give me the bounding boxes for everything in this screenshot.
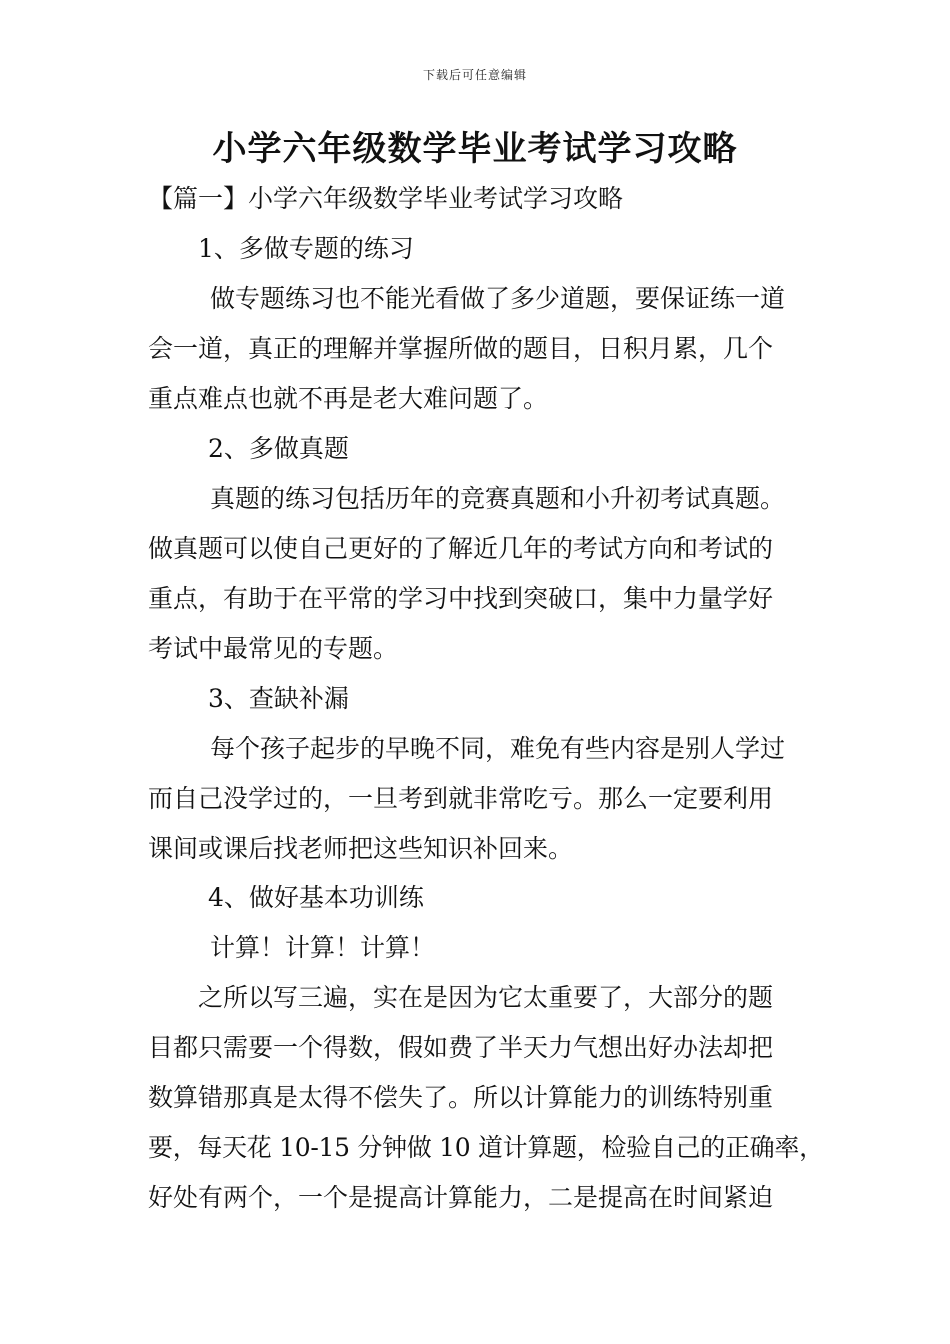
paragraph-line: 重点，有助于在平常的学习中找到突破口，集中力量学好 (148, 584, 774, 613)
paragraph-line: 数算错那真是太得不偿失了。所以计算能力的训练特别重 (148, 1083, 774, 1112)
subheading-1: 1、多做专题的练习 (198, 234, 414, 263)
subheading-3: 3、查缺补漏 (208, 684, 349, 713)
paragraph-line: 而自己没学过的，一旦考到就非常吃亏。那么一定要利用 (148, 784, 774, 813)
emphasis-line: 计算！计算！计算！ (210, 933, 436, 962)
subheading-2: 2、多做真题 (208, 434, 349, 463)
paragraph-line: 每个孩子起步的早晚不同，难免有些内容是别人学过 (210, 734, 786, 763)
paragraph-line: 课间或课后找老师把这些知识补回来。 (148, 834, 574, 863)
paragraph-line: 真题的练习包括历年的竞赛真题和小升初考试真题。 (210, 484, 786, 513)
section-heading: 【篇一】小学六年级数学毕业考试学习攻略 (148, 184, 624, 213)
paragraph-line: 目都只需要一个得数，假如费了半天力气想出好办法却把 (148, 1033, 774, 1062)
paragraph-line: 之所以写三遍，实在是因为它太重要了，大部分的题 (198, 983, 774, 1012)
paragraph-line: 考试中最常见的专题。 (148, 634, 399, 663)
paragraph-line: 做真题可以使自己更好的了解近几年的考试方向和考试的 (148, 534, 774, 563)
paragraph-line: 要，每天花 10-15 分钟做 10 道计算题，检验自己的正确率， (148, 1133, 824, 1162)
paragraph-line: 会一道，真正的理解并掌握所做的题目，日积月累，几个 (148, 334, 774, 363)
document-title: 小学六年级数学毕业考试学习攻略 (212, 129, 738, 169)
subheading-4: 4、做好基本功训练 (208, 883, 424, 912)
paragraph-line: 重点难点也就不再是老大难问题了。 (148, 384, 549, 413)
header-note: 下载后可任意编辑 (422, 68, 527, 82)
paragraph-line: 好处有两个，一个是提高计算能力，二是提高在时间紧迫 (148, 1183, 774, 1212)
paragraph-line: 做专题练习也不能光看做了多少道题，要保证练一道 (210, 284, 786, 313)
